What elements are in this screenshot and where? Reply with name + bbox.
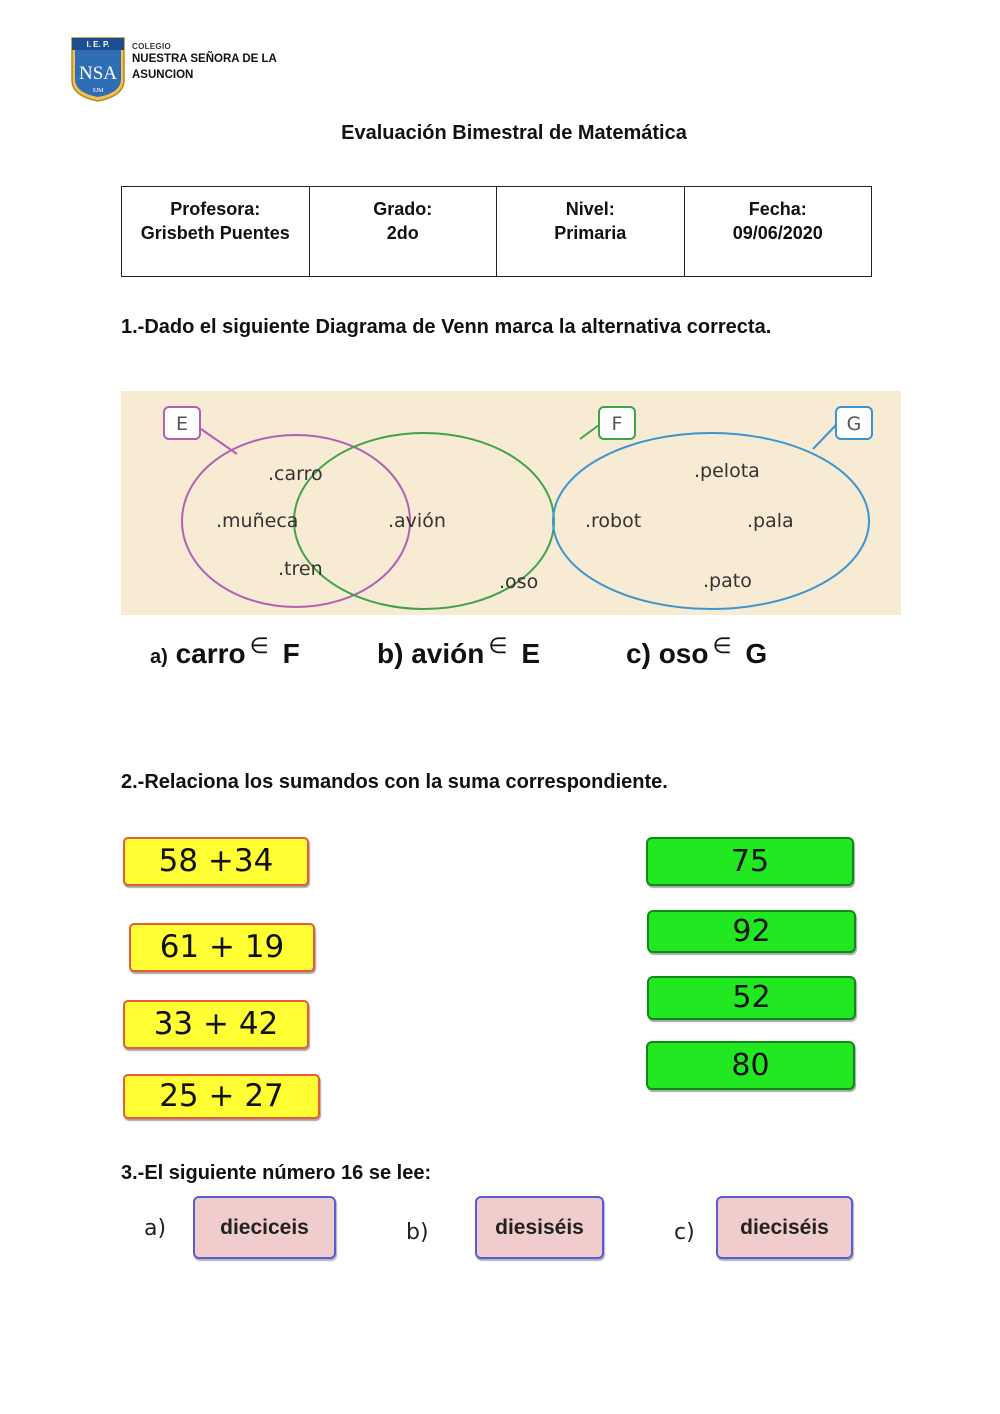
venn-svg [121,391,901,615]
question-3-text: 3.-El siguiente número 16 se lee: [121,1162,432,1184]
venn-item-pala: .pala [747,510,794,532]
q3-option-c-letter: c) [674,1220,695,1245]
info-label: Fecha: [748,199,807,219]
set-e-label: E [175,413,189,435]
info-table [121,186,872,277]
sum-box[interactable]: 92 [647,910,856,953]
q1-option-b[interactable] [377,633,540,670]
q3-option-a[interactable]: dieciceis [193,1196,336,1259]
set-g-pointer [813,425,836,449]
addend-box[interactable]: 61 + 19 [129,923,315,972]
venn-item-muneca: .muñeca [216,510,299,532]
info-cell-teacher [122,187,310,276]
shield-main-text: NSA [78,63,118,84]
info-label: Nivel: [565,199,615,219]
set-f-label: F [611,413,623,435]
option-word: oso [658,638,709,669]
school-name-block [132,42,277,83]
option-letter: b) [377,638,404,669]
question-2-text: 2.-Relaciona los sumandos con la suma correspondiente. [121,771,668,793]
element-of-icon: ∈ [712,633,732,658]
option-letter: a) [150,646,168,668]
school-name-line1: NUESTRA SEÑORA DE LA [132,53,277,65]
q1-option-a[interactable] [150,633,300,670]
school-name-line2: ASUNCION [132,69,194,81]
shield-bottom-text: SJM [92,88,104,94]
venn-item-robot: .robot [585,510,642,532]
set-f-pointer [580,425,599,439]
venn-item-tren: .tren [278,558,323,580]
school-shield-icon [70,36,126,102]
set-e-pointer [201,429,237,454]
addend-box[interactable]: 58 +34 [123,837,309,886]
question-1-text: 1.-Dado el siguiente Diagrama de Venn marca la alternativa correcta. [121,316,772,338]
info-value: Primaria [554,223,627,243]
venn-item-oso: .oso [499,571,539,593]
q3-option-c[interactable]: dieciséis [716,1196,853,1259]
sum-box[interactable]: 52 [647,976,856,1020]
option-word: carro [175,638,246,669]
venn-item-pelota: .pelota [694,460,760,482]
venn-item-avion: .avión [388,510,446,532]
info-value: Grisbeth Puentes [140,223,290,243]
element-of-icon: ∈ [249,633,269,658]
info-cell-date [685,187,872,276]
set-g-label: G [846,413,862,435]
q1-option-c[interactable] [626,633,768,670]
q3-option-a-letter: a) [144,1216,167,1241]
info-cell-grade [310,187,498,276]
school-logo [70,36,296,108]
info-value: 09/06/2020 [732,223,823,243]
venn-item-pato: .pato [703,570,752,592]
option-set: E [521,638,540,669]
info-label: Profesora: [170,199,261,219]
sum-box[interactable]: 75 [646,837,854,886]
shield-top-text: I. E. P. [86,40,110,49]
addend-box[interactable]: 25 + 27 [123,1074,320,1119]
info-value: 2do [386,223,419,243]
option-word: avión [411,638,485,669]
option-set: F [282,638,300,669]
option-set: G [745,638,768,669]
venn-item-carro: .carro [268,463,323,485]
addend-box[interactable]: 33 + 42 [123,1000,309,1049]
element-of-icon: ∈ [488,633,508,658]
page-title: Evaluación Bimestral de Matemática [341,122,687,144]
q3-option-b-letter: b) [406,1220,429,1245]
venn-diagram [121,391,901,615]
info-label: Grado: [373,199,433,219]
sum-box[interactable]: 80 [646,1041,855,1090]
option-letter: c) [626,638,651,669]
q3-option-b[interactable]: diesiséis [475,1196,604,1259]
info-cell-level [497,187,685,276]
colegio-label: COLEGIO [132,42,171,51]
